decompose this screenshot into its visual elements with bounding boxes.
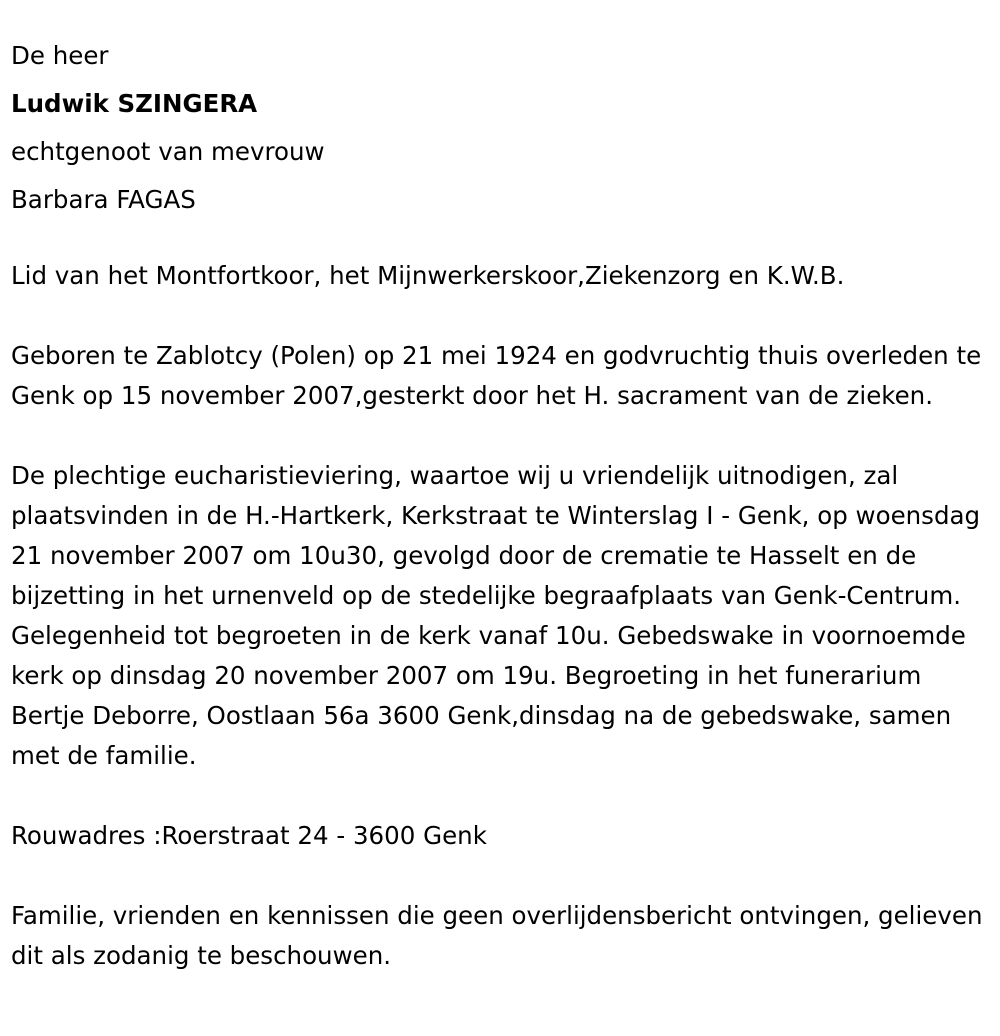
spacer	[11, 776, 1000, 816]
spacer	[11, 296, 1000, 336]
spouse-relation: echtgenoot van mevrouw	[11, 137, 325, 166]
spacer	[11, 416, 1000, 456]
deceased-name: Ludwik SZINGERA	[11, 89, 258, 118]
header-block	[11, 0, 1000, 224]
birth-death-paragraph: Geboren te Zablotcy (Polen) op 21 mei 1924 en godvruchtig thuis overleden te Genk op 15 november 2007,gesterkt door het H. sacrament van de zieken.	[11, 341, 982, 410]
mourning-address: Rouwadres :Roerstraat 24 - 3600 Genk	[11, 821, 487, 850]
memberships-paragraph: Lid van het Montfortkoor, het Mijnwerkerskoor,Ziekenzorg en K.W.B.	[11, 261, 845, 290]
closing-paragraph: Familie, vrienden en kennissen die geen overlijdensbericht ontvingen, gelieven dit als zodanig te beschouwen.	[11, 901, 983, 970]
spacer	[11, 856, 1000, 896]
salutation: De heer	[11, 41, 109, 70]
spacer	[11, 224, 1000, 256]
spouse-name: Barbara FAGAS	[11, 185, 196, 214]
ceremony-paragraph: De plechtige eucharistieviering, waartoe wij u vriendelijk uitnodigen, zal plaatsvinden in de H.-Hartkerk, Kerkstraat te Winterslag I - Genk, op woensdag 21 november 2007 om 10u30, gevolgd door de crematie te Hasselt en de bijzetting in het urnenveld op de stedelijke begraafplaats van Genk-Centrum. Gelegenheid tot begroeten in de kerk vanaf 10u. Gebedswake in voornoemde kerk op dinsdag 20 november 2007 om 19u. Begroeting in het funerarium Bertje Deborre, Oostlaan 56a 3600 Genk,dinsdag na de gebedswake, samen met de familie.	[11, 461, 981, 770]
